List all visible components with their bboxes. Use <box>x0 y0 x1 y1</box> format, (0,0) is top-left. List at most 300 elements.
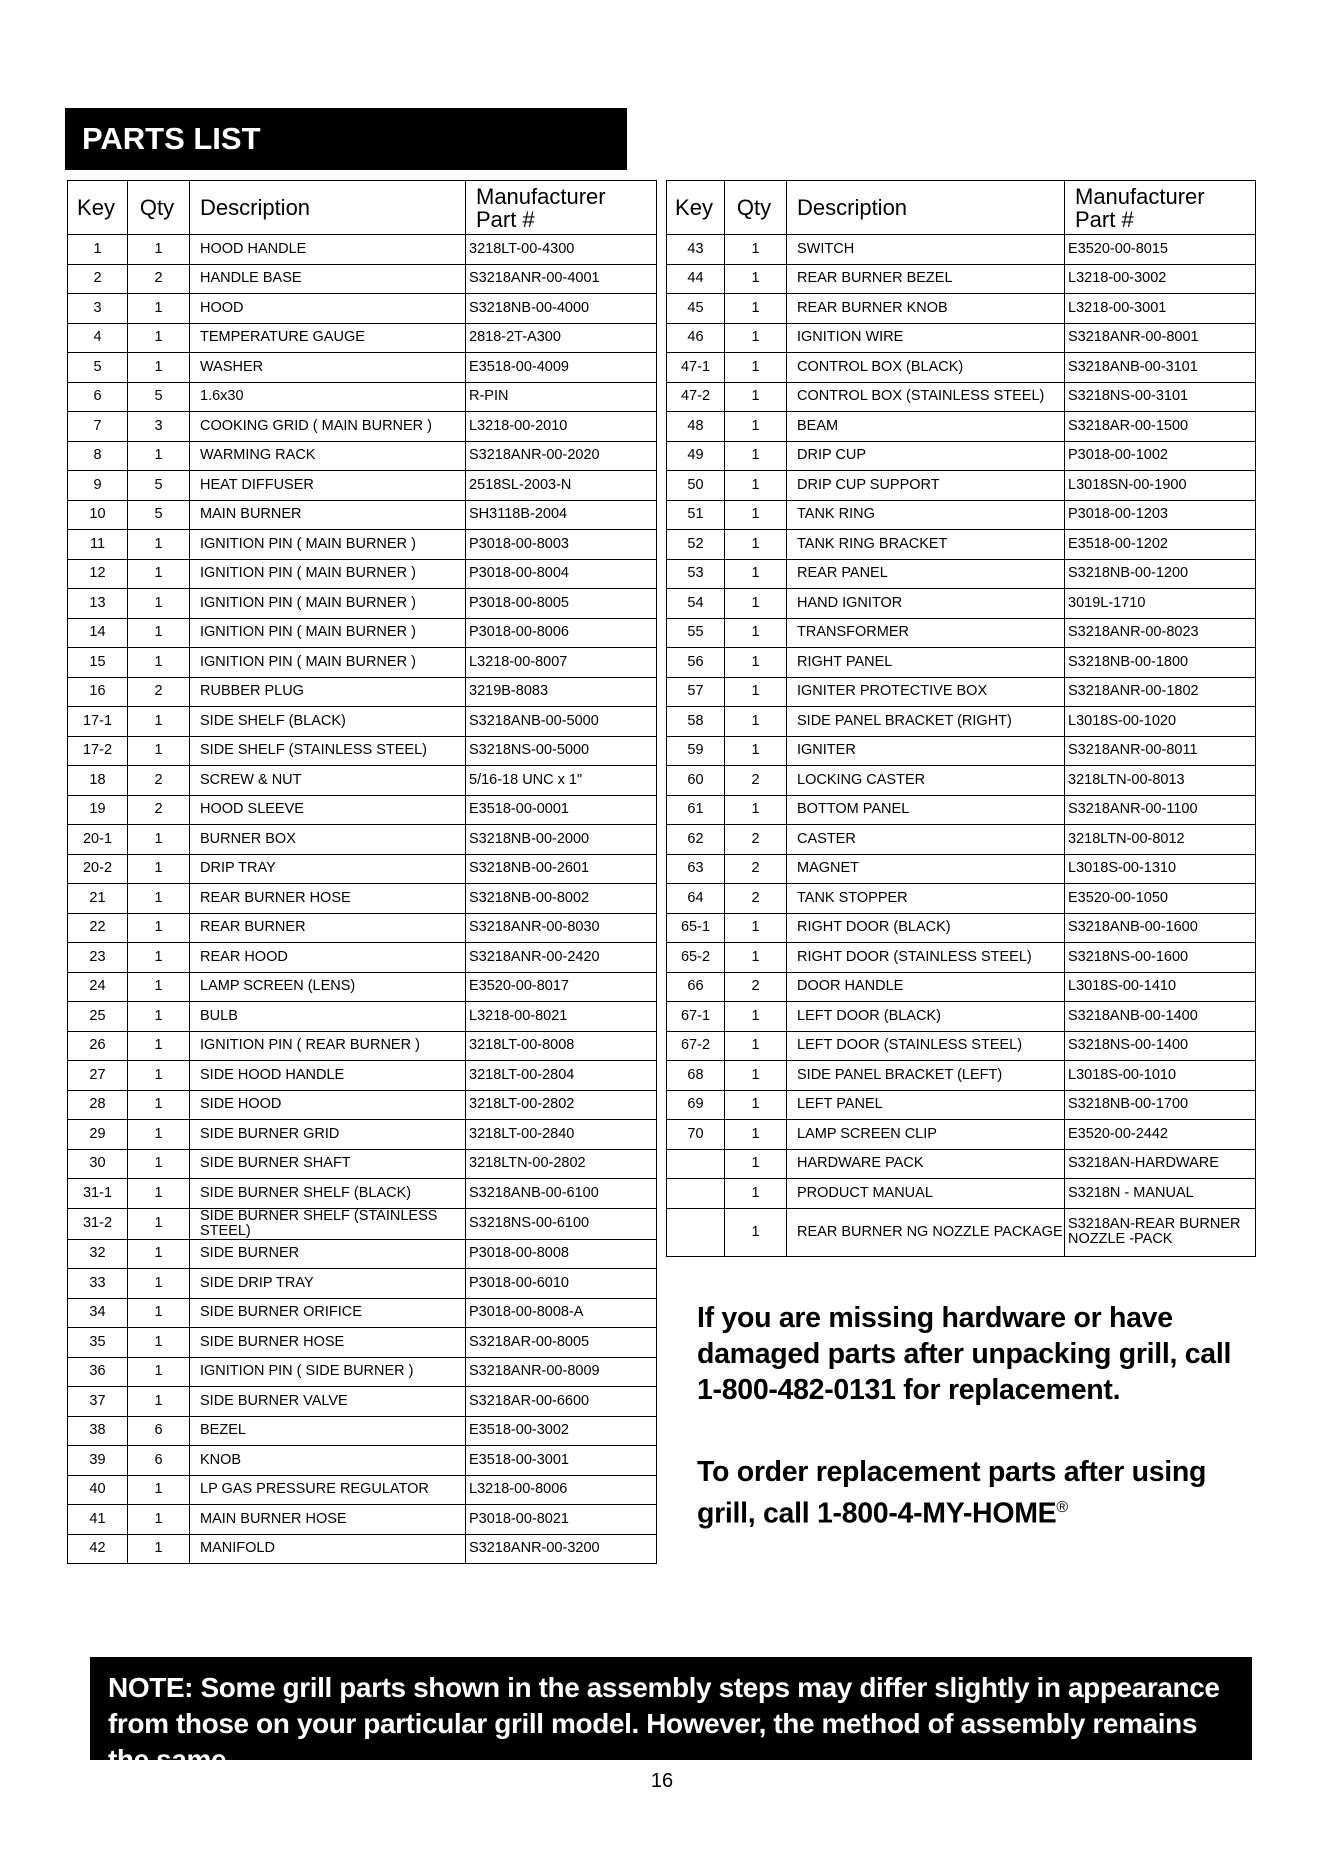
parts-list-title: PARTS LIST <box>65 108 627 170</box>
cell-qty: 1 <box>128 943 190 973</box>
cell-description: PRODUCT MANUAL <box>787 1179 1065 1209</box>
cell-part-number: S3218ANR-00-3200 <box>466 1534 657 1564</box>
cell-key: 31-2 <box>68 1208 128 1239</box>
cell-qty: 1 <box>128 589 190 619</box>
cell-part-number: L3018S-00-1310 <box>1065 854 1256 884</box>
cell-description: KNOB <box>190 1446 466 1476</box>
table-row <box>68 1416 657 1446</box>
table-row <box>68 1357 657 1387</box>
cell-description: HOOD SLEEVE <box>190 795 466 825</box>
table-row <box>68 1208 657 1239</box>
parts-table-left <box>67 180 657 1564</box>
table-row <box>667 1149 1256 1179</box>
cell-part-number: S3218NS-00-1600 <box>1065 943 1256 973</box>
cell-part-number: L3218-00-2010 <box>466 412 657 442</box>
cell-key: 20-1 <box>68 825 128 855</box>
cell-description: LEFT DOOR (STAINLESS STEEL) <box>787 1031 1065 1061</box>
table-row <box>667 1120 1256 1150</box>
parts-rows-left <box>68 235 657 1564</box>
cell-part-number: L3018S-00-1410 <box>1065 972 1256 1002</box>
cell-part-number: E3518-00-3001 <box>466 1446 657 1476</box>
header-part-number <box>466 181 657 235</box>
cell-description: SIDE BURNER <box>190 1239 466 1269</box>
table-row <box>667 441 1256 471</box>
cell-description: CONTROL BOX (STAINLESS STEEL) <box>787 382 1065 412</box>
cell-qty: 1 <box>725 294 787 324</box>
table-row <box>68 736 657 766</box>
cell-description: TRANSFORMER <box>787 618 1065 648</box>
cell-part-number: E3518-00-0001 <box>466 795 657 825</box>
cell-key: 12 <box>68 559 128 589</box>
cell-key: 22 <box>68 913 128 943</box>
cell-part-number: 3218LT-00-2840 <box>466 1120 657 1150</box>
cell-qty: 1 <box>725 589 787 619</box>
cell-key: 53 <box>667 559 725 589</box>
table-row <box>667 707 1256 737</box>
cell-qty: 2 <box>725 825 787 855</box>
cell-key <box>667 1179 725 1209</box>
cell-description: LAMP SCREEN (LENS) <box>190 972 466 1002</box>
cell-key: 51 <box>667 500 725 530</box>
cell-key: 17-1 <box>68 707 128 737</box>
cell-part-number: S3218ANR-00-2020 <box>466 441 657 471</box>
table-row <box>667 648 1256 678</box>
header-part-line1: Manufacturer <box>1075 183 1205 209</box>
cell-key: 55 <box>667 618 725 648</box>
cell-description: IGNITION PIN ( REAR BURNER ) <box>190 1031 466 1061</box>
cell-key: 14 <box>68 618 128 648</box>
table-row <box>68 264 657 294</box>
cell-description: SIDE HOOD <box>190 1090 466 1120</box>
cell-part-number: S3218ANR-00-4001 <box>466 264 657 294</box>
cell-part-number: S3218NS-00-6100 <box>466 1208 657 1239</box>
cell-qty: 1 <box>725 264 787 294</box>
cell-description: REAR BURNER BEZEL <box>787 264 1065 294</box>
cell-qty: 1 <box>128 1328 190 1358</box>
cell-key: 13 <box>68 589 128 619</box>
registered-mark: ® <box>1056 1499 1068 1516</box>
cell-qty: 1 <box>725 1031 787 1061</box>
table-row <box>68 1387 657 1417</box>
cell-qty: 1 <box>725 677 787 707</box>
cell-key: 44 <box>667 264 725 294</box>
cell-part-number: P3018-00-1203 <box>1065 500 1256 530</box>
header-qty: Qty <box>725 181 787 235</box>
cell-description: BEZEL <box>190 1416 466 1446</box>
cell-part-number: P3018-00-8005 <box>466 589 657 619</box>
cell-part-number: S3218NB-00-1800 <box>1065 648 1256 678</box>
cell-qty: 1 <box>128 559 190 589</box>
cell-part-number: S3218NS-00-1400 <box>1065 1031 1256 1061</box>
cell-key: 42 <box>68 1534 128 1564</box>
header-qty: Qty <box>128 181 190 235</box>
cell-description: BURNER BOX <box>190 825 466 855</box>
header-key: Key <box>68 181 128 235</box>
cell-description: MANIFOLD <box>190 1534 466 1564</box>
table-row <box>667 884 1256 914</box>
cell-qty: 1 <box>725 795 787 825</box>
table-row <box>68 1505 657 1535</box>
cell-description: TANK STOPPER <box>787 884 1065 914</box>
cell-qty: 1 <box>128 1090 190 1120</box>
cell-part-number: L3218-00-8007 <box>466 648 657 678</box>
cell-key: 60 <box>667 766 725 796</box>
table-row <box>68 1269 657 1299</box>
cell-description: RUBBER PLUG <box>190 677 466 707</box>
cell-description: IGNITER <box>787 736 1065 766</box>
cell-description: SIDE BURNER HOSE <box>190 1328 466 1358</box>
cell-qty: 1 <box>128 1031 190 1061</box>
cell-description: IGNITER PROTECTIVE BOX <box>787 677 1065 707</box>
cell-description: BULB <box>190 1002 466 1032</box>
table-row <box>68 1002 657 1032</box>
cell-key: 6 <box>68 382 128 412</box>
cell-part-number: 3019L-1710 <box>1065 589 1256 619</box>
cell-part-number: S3218ANB-00-1400 <box>1065 1002 1256 1032</box>
header-part-line1: Manufacturer <box>476 183 606 209</box>
cell-part-number: 3218LT-00-4300 <box>466 235 657 265</box>
table-row <box>667 677 1256 707</box>
cell-description: SIDE PANEL BRACKET (LEFT) <box>787 1061 1065 1091</box>
cell-qty: 1 <box>725 1120 787 1150</box>
cell-qty: 1 <box>128 913 190 943</box>
cell-description: WASHER <box>190 353 466 383</box>
cell-description: COOKING GRID ( MAIN BURNER ) <box>190 412 466 442</box>
cell-description: MAGNET <box>787 854 1065 884</box>
cell-key: 67-2 <box>667 1031 725 1061</box>
cell-qty: 1 <box>128 1002 190 1032</box>
cell-description: REAR BURNER KNOB <box>787 294 1065 324</box>
table-row <box>667 1061 1256 1091</box>
table-row <box>68 913 657 943</box>
cell-qty: 2 <box>725 766 787 796</box>
cell-key: 5 <box>68 353 128 383</box>
cell-qty: 1 <box>128 441 190 471</box>
cell-key: 31-1 <box>68 1179 128 1209</box>
cell-key: 59 <box>667 736 725 766</box>
cell-qty: 1 <box>725 1090 787 1120</box>
cell-part-number: S3218AR-00-6600 <box>466 1387 657 1417</box>
cell-qty: 1 <box>128 1269 190 1299</box>
table-row <box>667 1002 1256 1032</box>
cell-description: WARMING RACK <box>190 441 466 471</box>
parts-table-right <box>666 180 1256 1257</box>
cell-qty: 1 <box>128 1387 190 1417</box>
cell-part-number: L3018S-00-1020 <box>1065 707 1256 737</box>
cell-qty: 1 <box>128 648 190 678</box>
cell-description: SIDE BURNER VALVE <box>190 1387 466 1417</box>
cell-qty: 1 <box>725 943 787 973</box>
cell-qty: 1 <box>128 972 190 1002</box>
cell-part-number: P3018-00-8006 <box>466 618 657 648</box>
cell-description: BOTTOM PANEL <box>787 795 1065 825</box>
table-row <box>68 1120 657 1150</box>
cell-qty: 1 <box>725 618 787 648</box>
table-row <box>68 559 657 589</box>
cell-part-number: S3218NB-00-2000 <box>466 825 657 855</box>
cell-key: 21 <box>68 884 128 914</box>
cell-qty: 1 <box>725 530 787 560</box>
cell-description: LEFT DOOR (BLACK) <box>787 1002 1065 1032</box>
table-row <box>68 500 657 530</box>
cell-key: 26 <box>68 1031 128 1061</box>
cell-description: SIDE BURNER SHELF (STAINLESS STEEL) <box>190 1208 466 1239</box>
cell-key: 25 <box>68 1002 128 1032</box>
header-description: Description <box>190 181 466 235</box>
cell-key: 29 <box>68 1120 128 1150</box>
cell-part-number: S3218NB-00-4000 <box>466 294 657 324</box>
cell-part-number: S3218AR-00-8005 <box>466 1328 657 1358</box>
cell-description: SWITCH <box>787 235 1065 265</box>
cell-part-number: R-PIN <box>466 382 657 412</box>
cell-description: HOOD HANDLE <box>190 235 466 265</box>
cell-key: 4 <box>68 323 128 353</box>
cell-key: 20-2 <box>68 854 128 884</box>
cell-qty: 1 <box>128 1298 190 1328</box>
cell-key: 19 <box>68 795 128 825</box>
page-number: 16 <box>650 1770 674 1792</box>
cell-description: RIGHT PANEL <box>787 648 1065 678</box>
cell-description: LAMP SCREEN CLIP <box>787 1120 1065 1150</box>
table-row <box>667 1208 1256 1256</box>
cell-part-number: L3218-00-3001 <box>1065 294 1256 324</box>
cell-key <box>667 1149 725 1179</box>
cell-qty: 1 <box>128 854 190 884</box>
cell-description: LEFT PANEL <box>787 1090 1065 1120</box>
order-parts-text: To order replacement parts after using grill, call 1-800-4-MY-HOME <box>697 1456 1207 1530</box>
cell-description: HOOD <box>190 294 466 324</box>
order-parts-message <box>697 1454 1257 1532</box>
cell-description: SIDE HOOD HANDLE <box>190 1061 466 1091</box>
cell-qty: 1 <box>725 1208 787 1256</box>
cell-part-number: S3218AR-00-1500 <box>1065 412 1256 442</box>
cell-part-number: P3018-00-8003 <box>466 530 657 560</box>
cell-part-number: L3218-00-8006 <box>466 1475 657 1505</box>
table-row <box>667 559 1256 589</box>
cell-key: 1 <box>68 235 128 265</box>
table-row <box>667 1031 1256 1061</box>
cell-key: 62 <box>667 825 725 855</box>
cell-key: 16 <box>68 677 128 707</box>
table-row <box>68 795 657 825</box>
cell-description: REAR PANEL <box>787 559 1065 589</box>
table-row <box>68 618 657 648</box>
table-row <box>667 825 1256 855</box>
cell-qty: 1 <box>725 412 787 442</box>
cell-qty: 1 <box>725 323 787 353</box>
cell-key: 52 <box>667 530 725 560</box>
cell-qty: 1 <box>128 884 190 914</box>
cell-description: HAND IGNITOR <box>787 589 1065 619</box>
cell-description: DRIP CUP SUPPORT <box>787 471 1065 501</box>
header-part-line2: Part # <box>1075 206 1134 232</box>
table-row <box>667 913 1256 943</box>
cell-key: 54 <box>667 589 725 619</box>
cell-key: 33 <box>68 1269 128 1299</box>
table-row <box>667 530 1256 560</box>
cell-part-number: 2818-2T-A300 <box>466 323 657 353</box>
cell-part-number: S3218NS-00-3101 <box>1065 382 1256 412</box>
cell-qty: 3 <box>128 412 190 442</box>
table-row <box>68 825 657 855</box>
cell-part-number: E3520-00-8015 <box>1065 235 1256 265</box>
cell-description: REAR HOOD <box>190 943 466 973</box>
cell-key: 50 <box>667 471 725 501</box>
table-row <box>667 854 1256 884</box>
cell-key: 10 <box>68 500 128 530</box>
cell-qty: 1 <box>128 1239 190 1269</box>
cell-key: 68 <box>667 1061 725 1091</box>
cell-qty: 1 <box>725 913 787 943</box>
cell-key: 61 <box>667 795 725 825</box>
cell-qty: 1 <box>128 707 190 737</box>
cell-part-number: S3218NB-00-8002 <box>466 884 657 914</box>
cell-key: 28 <box>68 1090 128 1120</box>
table-row <box>667 1090 1256 1120</box>
cell-key: 56 <box>667 648 725 678</box>
cell-part-number: E3520-00-8017 <box>466 972 657 1002</box>
cell-key: 30 <box>68 1149 128 1179</box>
cell-part-number: SH3118B-2004 <box>466 500 657 530</box>
cell-key: 3 <box>68 294 128 324</box>
assembly-note: NOTE: Some grill parts shown in the assembly steps may differ slightly in appearance from those on your particular grill model. However, the method of assembly remains the same. <box>90 1657 1252 1760</box>
cell-key: 70 <box>667 1120 725 1150</box>
cell-key: 63 <box>667 854 725 884</box>
table-row <box>667 294 1256 324</box>
cell-description: IGNITION PIN ( SIDE BURNER ) <box>190 1357 466 1387</box>
table-row <box>68 1328 657 1358</box>
table-row <box>68 323 657 353</box>
cell-description: SIDE BURNER SHAFT <box>190 1149 466 1179</box>
cell-key: 39 <box>68 1446 128 1476</box>
cell-qty: 2 <box>128 264 190 294</box>
cell-qty: 1 <box>128 1475 190 1505</box>
table-header-row <box>68 181 657 235</box>
cell-key: 45 <box>667 294 725 324</box>
cell-description: DOOR HANDLE <box>787 972 1065 1002</box>
parts-rows-right <box>667 235 1256 1257</box>
cell-part-number: S3218N - MANUAL <box>1065 1179 1256 1209</box>
table-row <box>68 1475 657 1505</box>
cell-description: RIGHT DOOR (STAINLESS STEEL) <box>787 943 1065 973</box>
table-row <box>68 412 657 442</box>
cell-qty: 2 <box>725 972 787 1002</box>
table-row <box>667 972 1256 1002</box>
cell-key: 48 <box>667 412 725 442</box>
cell-description: SIDE SHELF (BLACK) <box>190 707 466 737</box>
table-row <box>68 353 657 383</box>
cell-part-number: L3218-00-8021 <box>466 1002 657 1032</box>
cell-part-number: S3218ANB-00-3101 <box>1065 353 1256 383</box>
table-row <box>68 1534 657 1564</box>
cell-description: REAR BURNER <box>190 913 466 943</box>
table-row <box>68 441 657 471</box>
cell-key: 43 <box>667 235 725 265</box>
table-row <box>68 1179 657 1209</box>
cell-description: TANK RING BRACKET <box>787 530 1065 560</box>
cell-part-number: P3018-00-8021 <box>466 1505 657 1535</box>
cell-qty: 1 <box>128 530 190 560</box>
table-row <box>68 530 657 560</box>
cell-qty: 6 <box>128 1446 190 1476</box>
cell-qty: 1 <box>725 1179 787 1209</box>
missing-parts-message: If you are missing hardware or have damaged parts after unpacking grill, call 1-800-482-0131 for replacement. <box>697 1302 1232 1406</box>
cell-qty: 5 <box>128 500 190 530</box>
table-row <box>667 264 1256 294</box>
cell-qty: 2 <box>128 766 190 796</box>
cell-qty: 1 <box>725 559 787 589</box>
cell-description: SIDE BURNER GRID <box>190 1120 466 1150</box>
cell-key: 65-2 <box>667 943 725 973</box>
cell-description: SIDE BURNER ORIFICE <box>190 1298 466 1328</box>
cell-part-number: E3520-00-2442 <box>1065 1120 1256 1150</box>
cell-qty: 2 <box>128 795 190 825</box>
cell-description: REAR BURNER HOSE <box>190 884 466 914</box>
cell-part-number: S3218NB-00-1700 <box>1065 1090 1256 1120</box>
cell-qty: 1 <box>725 235 787 265</box>
cell-key: 8 <box>68 441 128 471</box>
table-row <box>667 353 1256 383</box>
cell-qty: 1 <box>725 736 787 766</box>
cell-key: 40 <box>68 1475 128 1505</box>
cell-qty: 1 <box>725 353 787 383</box>
cell-part-number: E3518-00-4009 <box>466 353 657 383</box>
cell-key: 67-1 <box>667 1002 725 1032</box>
cell-description: SIDE DRIP TRAY <box>190 1269 466 1299</box>
table-row <box>667 382 1256 412</box>
table-row <box>667 618 1256 648</box>
cell-qty: 1 <box>128 1534 190 1564</box>
cell-key: 18 <box>68 766 128 796</box>
cell-part-number: S3218NB-00-2601 <box>466 854 657 884</box>
cell-description: DRIP CUP <box>787 441 1065 471</box>
header-description: Description <box>787 181 1065 235</box>
table-row <box>68 766 657 796</box>
cell-key: 41 <box>68 1505 128 1535</box>
cell-key: 38 <box>68 1416 128 1446</box>
cell-qty: 1 <box>725 1002 787 1032</box>
cell-key: 65-1 <box>667 913 725 943</box>
cell-key: 27 <box>68 1061 128 1091</box>
table-row <box>68 1239 657 1269</box>
cell-qty: 1 <box>128 353 190 383</box>
cell-part-number: S3218ANR-00-8030 <box>466 913 657 943</box>
header-key: Key <box>667 181 725 235</box>
header-part-line2: Part # <box>476 206 535 232</box>
cell-qty: 1 <box>725 500 787 530</box>
cell-qty: 1 <box>725 441 787 471</box>
cell-key: 23 <box>68 943 128 973</box>
cell-part-number: 3218LTN-00-8012 <box>1065 825 1256 855</box>
cell-key: 69 <box>667 1090 725 1120</box>
table-row <box>68 1149 657 1179</box>
cell-part-number: S3218ANR-00-2420 <box>466 943 657 973</box>
table-row <box>667 766 1256 796</box>
cell-description: SIDE BURNER SHELF (BLACK) <box>190 1179 466 1209</box>
cell-qty: 1 <box>128 1061 190 1091</box>
table-row <box>667 471 1256 501</box>
cell-part-number: E3518-00-3002 <box>466 1416 657 1446</box>
cell-key: 34 <box>68 1298 128 1328</box>
cell-part-number: S3218NS-00-5000 <box>466 736 657 766</box>
cell-key: 36 <box>68 1357 128 1387</box>
cell-qty: 2 <box>725 854 787 884</box>
cell-part-number: S3218ANB-00-1600 <box>1065 913 1256 943</box>
cell-qty: 1 <box>128 618 190 648</box>
cell-part-number: S3218ANB-00-5000 <box>466 707 657 737</box>
cell-description: LOCKING CASTER <box>787 766 1065 796</box>
table-row <box>667 795 1256 825</box>
